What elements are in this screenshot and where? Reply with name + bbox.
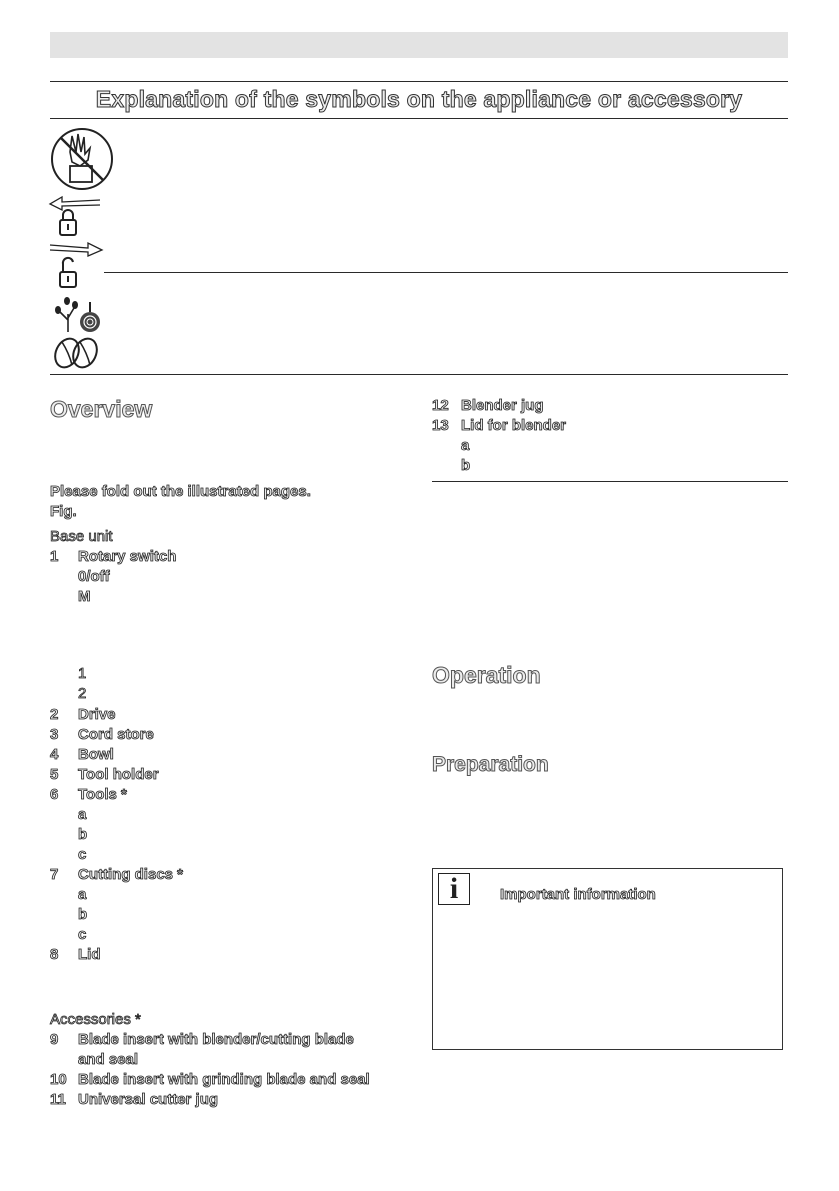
fold-out-note: Please fold out the illustrated pages. [50,483,311,500]
item-label: Blender jug [461,397,544,414]
divider [432,481,788,482]
item-number: 5 [50,766,59,783]
page-title: Explanation of the symbols on the appliance or accessory [95,86,743,112]
item-number: 13 [432,417,449,434]
item-label: Tools * [78,786,127,803]
unlock-rotate-right-icon [48,240,104,294]
divider [104,272,788,273]
item-number: 6 [50,786,59,803]
no-hands-in-jug-icon [50,126,116,196]
info-icon: i [438,873,470,905]
item-label: Bowl [78,746,114,763]
item-label: Lid [78,946,101,963]
operation-heading: Operation [432,662,541,688]
item-label: c [78,846,87,863]
item-label: b [78,826,88,843]
overview-heading: Overview [50,396,153,422]
item-label: Universal cutter jug [78,1091,219,1108]
lock-rotate-left-icon [48,190,104,242]
item-number: 8 [50,946,59,963]
item-number: 12 [432,397,449,414]
item-label: 0/off [78,568,110,585]
item-number: 3 [50,726,59,743]
item-label: b [461,457,471,474]
divider [50,118,788,119]
item-number: 4 [50,746,59,763]
item-label: Cutting discs * [78,866,184,883]
item-number: 10 [50,1071,67,1088]
item-label: 2 [78,685,87,702]
item-number: 11 [50,1091,66,1108]
item-label: Rotary switch [78,548,177,565]
item-label: Blade insert with grinding blade and seal [78,1071,370,1088]
base-unit-label: Base unit [50,528,113,545]
coffee-beans-icon [52,336,100,370]
fig-label: Fig. [50,503,77,520]
item-label: Tool holder [78,766,159,783]
item-number: 1 [50,548,59,565]
preparation-heading: Preparation [432,753,549,776]
item-label: Cord store [78,726,154,743]
item-label: b [78,906,88,923]
item-label: 1 [78,665,87,682]
item-label: M [78,588,91,605]
info-title: Important information [500,886,656,903]
accessories-label: Accessories * [50,1011,141,1028]
important-info-box [432,868,783,1050]
item-label: a [78,806,87,823]
item-number: 2 [50,706,59,723]
item-number: 7 [50,866,59,883]
divider [50,81,788,82]
item-label: Drive [78,706,116,723]
item-label: c [78,926,87,943]
item-label: and seal [78,1051,139,1068]
item-number: 9 [50,1031,59,1048]
herbs-onion-icon [50,296,104,334]
item-label: a [461,437,470,454]
header-bar [50,32,788,58]
divider [50,374,788,375]
item-label: Lid for blender [461,417,566,434]
item-label: a [78,886,87,903]
item-label: Blade insert with blender/cutting blade [78,1031,354,1048]
